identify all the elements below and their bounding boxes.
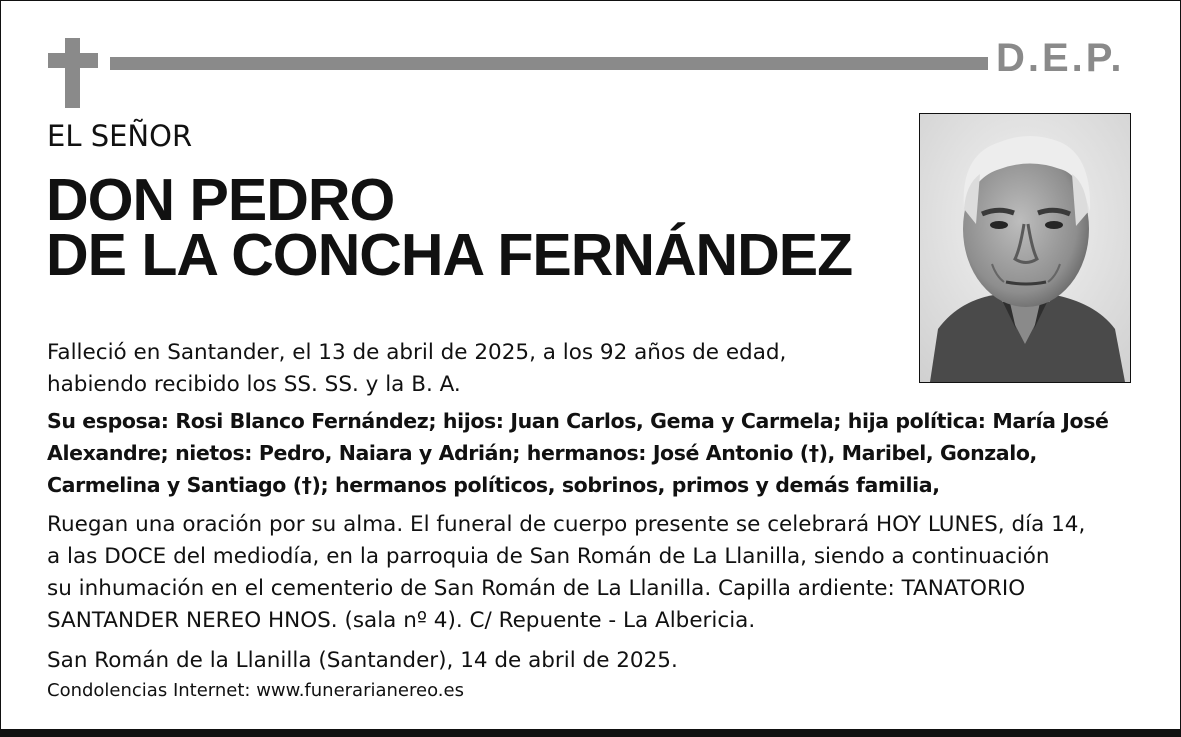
place-date: San Román de la Llanilla (Santander), 14 de abril de 2025. — [47, 648, 678, 673]
portrait-photo — [919, 113, 1131, 383]
header-rule — [110, 57, 988, 70]
condolences-link[interactable]: Condolencias Internet: www.funerarianereo.es — [47, 680, 464, 701]
cross-icon-bar — [48, 53, 98, 68]
funeral-details: Ruegan una oración por su alma. El funeral de cuerpo presente se celebrará HOY LUNES, día 14, a las DOCE del mediodía, en la parroquia de San Román de La Llanilla, siendo a continuación su inhumación en el cementerio de San Román de La Llanilla. Capilla ardiente: TANATORIO SANTANDER NEREO HNOS. (sala nº 4). C/ Repuente - La Albericia. — [47, 512, 1086, 633]
deceased-name-line2: DE LA CONCHA FERNÁNDEZ — [46, 222, 853, 288]
portrait-image — [920, 114, 1130, 382]
bottom-rule — [0, 729, 1181, 737]
death-notice-text: Falleció en Santander, el 13 de abril de 2025, a los 92 años de edad, habiendo recibido los SS. SS. y la B. A. — [47, 340, 787, 397]
family-list: Su esposa: Rosi Blanco Fernández; hijos: Juan Carlos, Gema y Carmela; hija política: María José Alexandre; nietos: Pedro, Naiara y Adrián; hermanos: José Antonio (†), Maribel, Gonzalo, Carmelina y Santiago (†); hermanos políticos, sobrinos, primos y demás familia, — [47, 409, 1109, 497]
dep-label: D.E.P. — [996, 36, 1125, 80]
cross-icon — [65, 38, 80, 108]
honorific: EL SEÑOR — [47, 119, 193, 153]
deceased-name-line1: DON PEDRO — [46, 167, 395, 233]
